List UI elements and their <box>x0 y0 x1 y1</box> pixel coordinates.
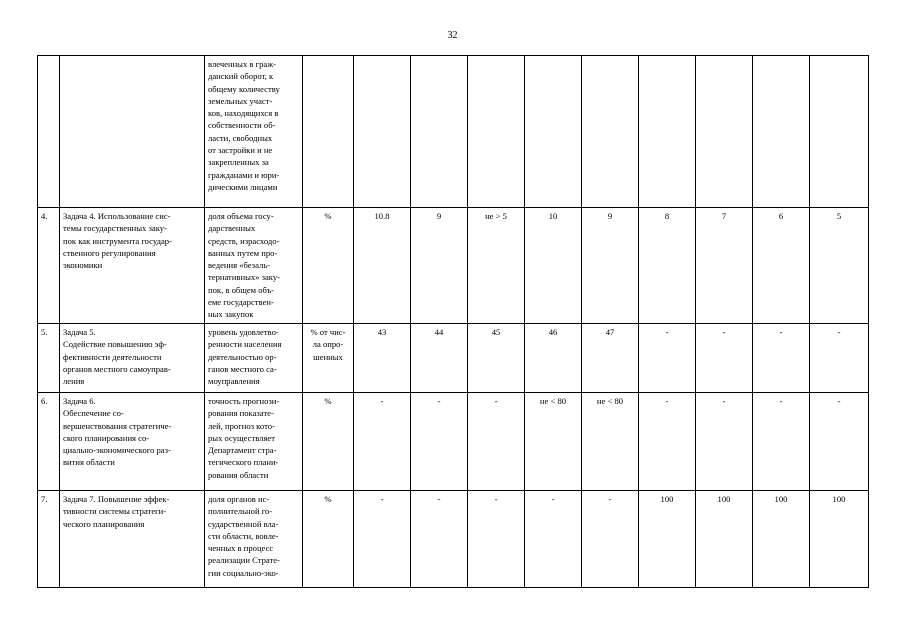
value-cell: - <box>582 491 639 588</box>
value-cell <box>810 56 869 208</box>
value-cell: 5 <box>810 208 869 324</box>
value-cell: 46 <box>525 324 582 393</box>
row-number-cell: 5. <box>38 324 60 393</box>
indicators-table <box>37 55 869 588</box>
indicator-cell: влеченных в граж- данский оборот, к общему количеству земельных участ- ков, находящихся в собственности об- ласти, свободных от застройки и не закрепленных за гражданами и юри- дическими лицами <box>205 56 303 208</box>
indicator-cell: уровень удовлетво- ренности населения деятельностью ор- ганов местного са- моуправления <box>205 324 303 393</box>
table-row <box>38 208 869 324</box>
value-cell: 10.8 <box>354 208 411 324</box>
value-cell <box>753 56 810 208</box>
table-row <box>38 56 869 208</box>
value-cell: 100 <box>753 491 810 588</box>
unit-cell: % от чис- ла опро- шенных <box>303 324 354 393</box>
task-cell: Задача 7. Повышение эффек- тивности системы стратеги- ческого планирования <box>60 491 205 588</box>
value-cell: - <box>468 491 525 588</box>
value-cell: - <box>639 393 696 491</box>
value-cell <box>696 56 753 208</box>
value-cell: не < 80 <box>582 393 639 491</box>
value-cell: 9 <box>582 208 639 324</box>
value-cell: - <box>753 393 810 491</box>
value-cell: не < 80 <box>525 393 582 491</box>
value-cell: 6 <box>753 208 810 324</box>
value-cell: - <box>525 491 582 588</box>
value-cell: 7 <box>696 208 753 324</box>
value-cell: 9 <box>411 208 468 324</box>
value-cell: - <box>354 393 411 491</box>
row-number-cell: 4. <box>38 208 60 324</box>
task-cell: Задача 6. Обеспечение со- вершенствования стратегиче- ского планирования со- циально-экономического раз- вития области <box>60 393 205 491</box>
value-cell: - <box>354 491 411 588</box>
value-cell: - <box>810 393 869 491</box>
value-cell <box>639 56 696 208</box>
task-cell: Задача 5. Содействие повышению эф- фективности деятельности органов местного самоуправ- ления <box>60 324 205 393</box>
table-body <box>38 56 869 588</box>
value-cell: 100 <box>639 491 696 588</box>
unit-cell: % <box>303 208 354 324</box>
task-cell: Задача 4. Использование сис- темы государственных заку- пок как инструмента государ- ственного регулирования экономики <box>60 208 205 324</box>
value-cell: 45 <box>468 324 525 393</box>
page-number: 32 <box>447 30 458 41</box>
table-row <box>38 324 869 393</box>
unit-cell: % <box>303 491 354 588</box>
task-cell <box>60 56 205 208</box>
unit-cell: % <box>303 393 354 491</box>
value-cell: - <box>810 324 869 393</box>
value-cell: - <box>411 393 468 491</box>
value-cell <box>468 56 525 208</box>
value-cell: - <box>696 393 753 491</box>
row-number-cell: 6. <box>38 393 60 491</box>
indicator-cell: доля органов ис- полнительной го- сударственной вла- сти области, вовле- ченных в процесс реализации Страте- гии социально-эко- <box>205 491 303 588</box>
indicator-cell: доля объема госу- дарственных средств, израсходо- ванных путем про- ведения «безаль- тернативных» заку- пок, в общем объ- еме государствен- ных закупок <box>205 208 303 324</box>
value-cell: не > 5 <box>468 208 525 324</box>
value-cell: 8 <box>639 208 696 324</box>
table-row <box>38 491 869 588</box>
value-cell: - <box>696 324 753 393</box>
value-cell: 47 <box>582 324 639 393</box>
value-cell: - <box>468 393 525 491</box>
row-number-cell <box>38 56 60 208</box>
value-cell <box>411 56 468 208</box>
table-row <box>38 393 869 491</box>
row-number-cell: 7. <box>38 491 60 588</box>
value-cell <box>582 56 639 208</box>
value-cell: - <box>411 491 468 588</box>
value-cell: - <box>753 324 810 393</box>
value-cell: 10 <box>525 208 582 324</box>
indicator-cell: точность прогнози- рования показате- лей, прогноз кото- рых осуществляет Департамент стра- тегического плани- рования области <box>205 393 303 491</box>
value-cell <box>525 56 582 208</box>
unit-cell <box>303 56 354 208</box>
value-cell: 44 <box>411 324 468 393</box>
value-cell: 100 <box>696 491 753 588</box>
value-cell: 43 <box>354 324 411 393</box>
value-cell <box>354 56 411 208</box>
value-cell: 100 <box>810 491 869 588</box>
value-cell: - <box>639 324 696 393</box>
